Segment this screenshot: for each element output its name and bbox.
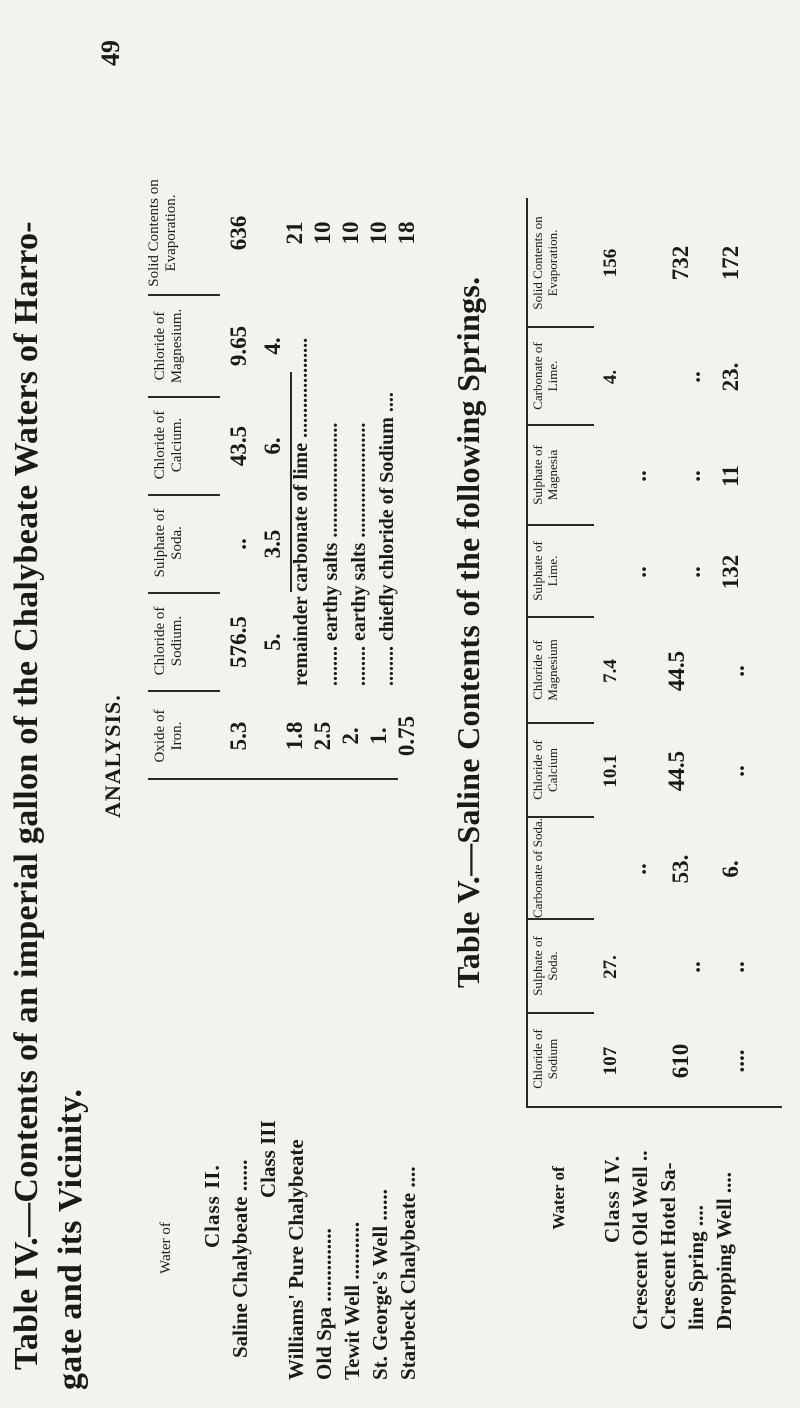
t5-header: Carbonate of Lime. bbox=[530, 342, 560, 410]
t5-row-name: Crescent Hotel Sa- bbox=[656, 1162, 680, 1330]
t5-cell: 732 bbox=[668, 245, 693, 281]
t4-note: ........ earthy salts ....................... bbox=[348, 422, 370, 686]
t4-cell: 10 bbox=[366, 221, 391, 245]
t5-header: Chloride of Calcium bbox=[530, 740, 560, 800]
t5-rule bbox=[526, 1013, 594, 1015]
t4-cell: 576.5 bbox=[226, 616, 251, 668]
t5-row-name: line Spring .... bbox=[684, 1205, 708, 1330]
t5-cell: 172 bbox=[718, 245, 743, 281]
t4-note: remainder carbonate of lime .................... bbox=[290, 337, 312, 686]
t4-cell: 9.65 bbox=[226, 325, 251, 367]
t4-cell: 636 bbox=[226, 215, 251, 251]
t4-rule bbox=[148, 495, 220, 497]
t4-header-chloride-calcium: Chloride of Calcium. bbox=[152, 410, 185, 480]
t5-rule bbox=[526, 617, 594, 619]
t4-cell: 10 bbox=[338, 221, 363, 245]
t5-cell: .. bbox=[680, 470, 705, 482]
t5-cell: .. bbox=[724, 765, 749, 777]
t4-cell: 6. bbox=[260, 437, 285, 455]
t5-rule bbox=[526, 525, 594, 527]
t4-cell: 43.5 bbox=[226, 425, 251, 467]
t4-row-name: Class II. bbox=[200, 1164, 224, 1248]
t4-cell: 0.75 bbox=[394, 715, 419, 757]
running-head: ANALYSIS. bbox=[100, 694, 125, 818]
table4-title-line2: gate and its Vicinity. bbox=[52, 1088, 89, 1390]
t4-header-water: Water of bbox=[158, 1222, 174, 1274]
t5-header-water: Water of bbox=[549, 1166, 568, 1230]
t5-row-name: Dropping Well .... bbox=[712, 1172, 736, 1330]
t5-cell: .. bbox=[626, 470, 651, 482]
t5-cell: .... bbox=[724, 1049, 749, 1073]
t5-cell: 7.4 bbox=[600, 659, 621, 683]
t5-cell: 10.1 bbox=[600, 754, 621, 788]
t4-rule bbox=[148, 779, 398, 781]
t4-row-name: St. George's Well ...... bbox=[368, 1189, 392, 1380]
t5-cell: 107 bbox=[600, 1046, 621, 1076]
t4-cell: 5.3 bbox=[226, 721, 251, 751]
t4-row-name: Old Spa .............. bbox=[312, 1228, 336, 1380]
t4-cell: 2. bbox=[338, 727, 363, 745]
t4-header-oxide-iron: Oxide of Iron. bbox=[152, 709, 185, 763]
t5-cell: 6. bbox=[718, 860, 743, 878]
t4-row-name: Starbeck Chalybeate .... bbox=[396, 1166, 420, 1380]
t5-cell: 23. bbox=[718, 362, 743, 392]
t5-rule bbox=[526, 425, 594, 427]
t4-header-sulphate-soda: Sulphate of Soda. bbox=[152, 508, 185, 578]
t4-cell: 1.8 bbox=[282, 721, 307, 751]
t5-cell: 44.5 bbox=[664, 650, 689, 692]
t4-note: ........ earthy salts ....................... bbox=[320, 422, 342, 686]
t5-rule bbox=[526, 327, 594, 329]
t4-rule bbox=[148, 397, 220, 399]
t5-cell: .. bbox=[724, 961, 749, 973]
t4-cell: 21 bbox=[282, 221, 307, 245]
t5-cell: .. bbox=[626, 566, 651, 578]
t4-header-solid-contents: Solid Contents on Evaporation. bbox=[146, 179, 179, 287]
t5-cell: 610 bbox=[668, 1043, 693, 1079]
t5-row-name: Crescent Old Well .. bbox=[628, 1150, 652, 1330]
t5-cell: .. bbox=[680, 566, 705, 578]
t5-cell: 44.5 bbox=[664, 750, 689, 792]
t4-header-chloride-sodium: Chloride of Sodium. bbox=[152, 606, 185, 676]
t5-cell: .. bbox=[626, 863, 651, 875]
t5-cell: 27. bbox=[600, 955, 621, 979]
t4-row-name: Williams' Pure Chalybeate bbox=[284, 1139, 308, 1380]
table4-title-line1: Table IV.—Contents of an imperial gallon of the Chalybeate Waters of Harro- bbox=[8, 221, 45, 1370]
t5-header: Chloride of Magnesium bbox=[530, 639, 560, 701]
t4-cell: 18 bbox=[394, 221, 419, 245]
t5-rule bbox=[526, 723, 594, 725]
t4-rule bbox=[148, 593, 220, 595]
t4-cell: 4. bbox=[260, 337, 285, 355]
t4-row-name: Tewit Well ........... bbox=[340, 1221, 364, 1380]
t5-rule bbox=[526, 817, 594, 819]
t4-row-name: Saline Chalybeate ...... bbox=[228, 1159, 252, 1358]
t4-header-chloride-magnesium: Chloride of Magnesium. bbox=[152, 308, 185, 384]
t4-cell: 5. bbox=[260, 633, 285, 651]
t5-cell: .. bbox=[680, 961, 705, 973]
t4-cell: 3.5 bbox=[260, 529, 285, 559]
t5-header: Chloride of Sodium bbox=[530, 1029, 560, 1089]
t5-row-name: Class IV. bbox=[600, 1155, 624, 1243]
t5-cell: 132 bbox=[718, 554, 743, 590]
page-number: 49 bbox=[96, 40, 125, 66]
t4-cell: 1. bbox=[366, 727, 391, 745]
t5-header: Solid Contents on Evaporation. bbox=[530, 216, 560, 310]
t4-cell: 10 bbox=[310, 221, 335, 245]
t5-rule bbox=[526, 919, 594, 921]
t5-rule bbox=[526, 1107, 782, 1109]
t4-cell: .. bbox=[226, 538, 251, 550]
t5-cell: .. bbox=[680, 371, 705, 383]
t5-header: Carbonate of Soda. bbox=[530, 817, 545, 918]
t4-cell: 2.5 bbox=[310, 721, 335, 751]
t5-cell: 53. bbox=[668, 854, 693, 884]
t5-header: Sulphate of Magnesia bbox=[530, 445, 560, 505]
t5-cell: 156 bbox=[600, 248, 621, 278]
t5-cell: 11 bbox=[718, 465, 743, 487]
t5-header: Sulphate of Soda. bbox=[530, 936, 560, 996]
t5-cell: 4. bbox=[600, 369, 621, 385]
t4-row-name: Class III bbox=[256, 1120, 280, 1198]
table5-title: Table V.—Saline Contents of the following Springs. bbox=[450, 276, 486, 988]
t4-rule bbox=[148, 295, 220, 297]
t5-cell: .. bbox=[724, 665, 749, 677]
t4-rule bbox=[148, 691, 220, 693]
t4-note: ........ chiefly chloride of Sodium .... bbox=[376, 392, 398, 686]
t5-rule bbox=[526, 198, 528, 1108]
t5-header: Sulphate of Lime. bbox=[530, 541, 560, 601]
